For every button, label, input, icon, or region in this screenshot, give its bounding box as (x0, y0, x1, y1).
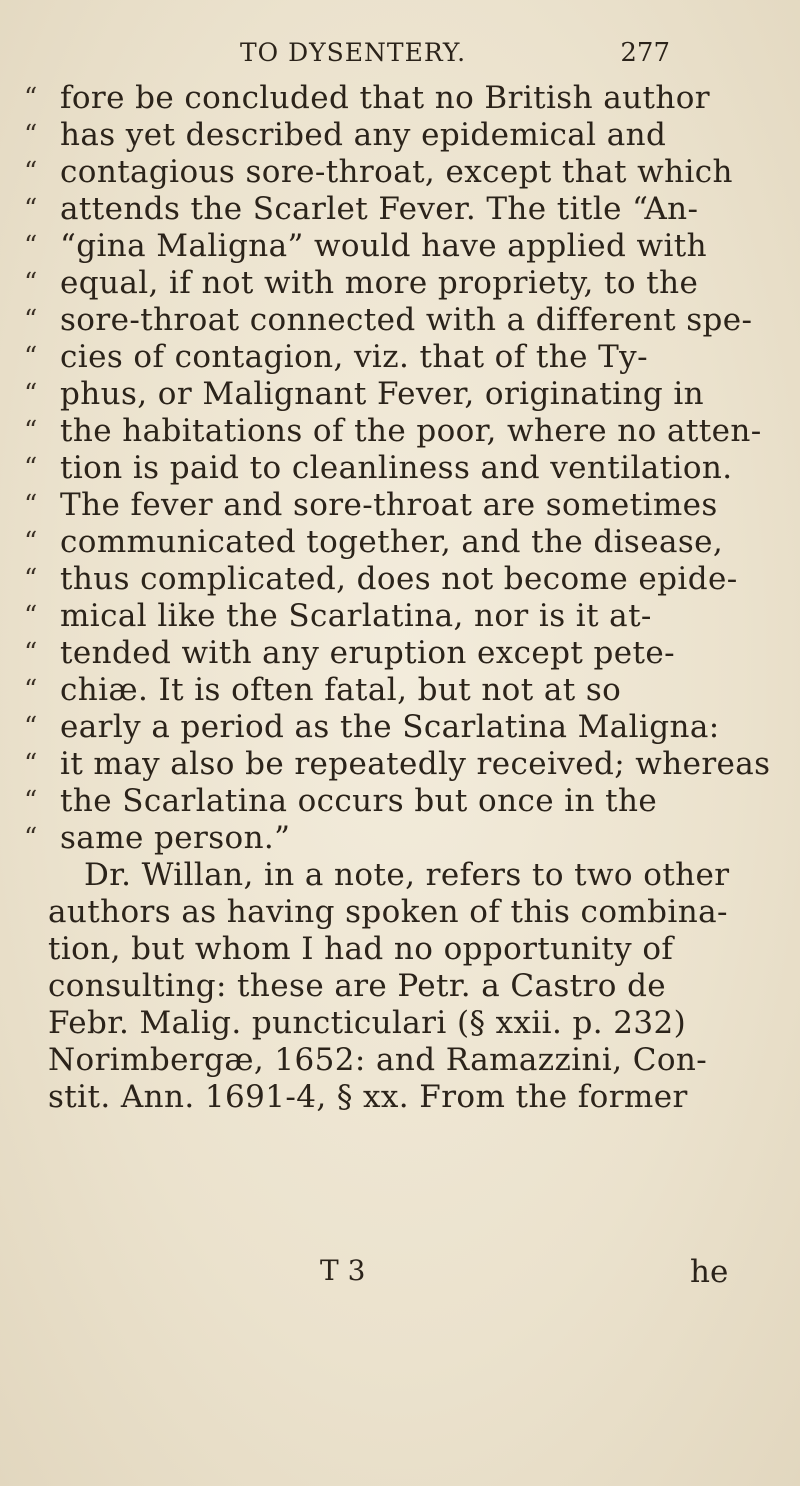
text-line (0, 80, 800, 117)
quote-mark: “ (24, 490, 38, 520)
quote-mark: “ (24, 823, 38, 853)
text-line (0, 228, 800, 265)
quote-mark: “ (24, 83, 38, 113)
line-text: consulting: these are Petr. a Castro de (48, 968, 667, 1004)
text-line (0, 820, 800, 857)
text-line (0, 561, 800, 598)
text-line (0, 524, 800, 561)
quote-mark: “ (24, 120, 38, 150)
quote-mark: “ (24, 786, 38, 816)
text-line (0, 672, 800, 709)
quote-mark: “ (24, 453, 38, 483)
line-text: the habitations of the poor, where no atten- (60, 413, 762, 449)
quote-mark: “ (24, 564, 38, 594)
text-line (0, 1005, 800, 1042)
body-text (0, 80, 800, 1116)
line-text: stit. Ann. 1691-4, § xx. From the former (48, 1079, 688, 1115)
page-number: 277 (620, 38, 670, 68)
text-line (0, 598, 800, 635)
line-text: cies of contagion, viz. that of the Ty- (60, 339, 648, 375)
quote-mark: “ (24, 638, 38, 668)
text-line (0, 339, 800, 376)
quote-mark: “ (24, 157, 38, 187)
paragraph-first-line (0, 857, 800, 894)
catchword: he (690, 1254, 729, 1290)
text-line (0, 376, 800, 413)
line-text: authors as having spoken of this combina- (48, 894, 728, 930)
line-text: phus, or Malignant Fever, originating in (60, 376, 705, 412)
line-text: the Scarlatina occurs but once in the (60, 783, 658, 819)
quote-mark: “ (24, 712, 38, 742)
line-text: chiæ. It is often fatal, but not at so (60, 672, 622, 708)
page-header (240, 38, 670, 78)
text-line (0, 894, 800, 931)
quote-mark: “ (24, 379, 38, 409)
text-line (0, 709, 800, 746)
line-text: it may also be repeatedly received; whereas (60, 746, 771, 782)
text-line (0, 1079, 800, 1116)
quote-mark: “ (24, 268, 38, 298)
text-line (0, 746, 800, 783)
text-line (0, 783, 800, 820)
line-text: Norimbergæ, 1652: and Ramazzini, Con- (48, 1042, 708, 1078)
quote-mark: “ (24, 416, 38, 446)
quote-mark: “ (24, 194, 38, 224)
text-line (0, 487, 800, 524)
text-line (0, 1042, 800, 1079)
line-text: tion, but whom I had no opportunity of (48, 931, 674, 967)
line-text: sore-throat connected with a different spe- (60, 302, 753, 338)
line-text: The fever and sore-throat are sometimes (60, 487, 718, 523)
line-text: Dr. Willan, in a note, refers to two other (84, 857, 730, 893)
quote-mark: “ (24, 231, 38, 261)
text-line (0, 265, 800, 302)
line-text: equal, if not with more propriety, to the (60, 265, 699, 301)
line-text: thus complicated, does not become epide- (60, 561, 738, 597)
text-line (0, 413, 800, 450)
line-text: fore be concluded that no British author (60, 80, 710, 116)
line-text: tended with any eruption except pete- (60, 635, 675, 671)
line-text: tion is paid to cleanliness and ventilation. (60, 450, 733, 486)
line-text: “gina Maligna” would have applied with (60, 228, 708, 264)
quote-mark: “ (24, 305, 38, 335)
quote-mark: “ (24, 601, 38, 631)
quote-mark: “ (24, 527, 38, 557)
text-line (0, 191, 800, 228)
running-title: TO DYSENTERY. (240, 38, 467, 67)
text-line (0, 968, 800, 1005)
line-text: contagious sore-throat, except that which (60, 154, 733, 190)
line-text: mical like the Scarlatina, nor is it at- (60, 598, 652, 634)
line-text: early a period as the Scarlatina Maligna: (60, 709, 720, 745)
text-line (0, 635, 800, 672)
line-text: Febr. Malig. puncticulari (§ xxii. p. 232) (48, 1005, 687, 1041)
line-text: has yet described any epidemical and (60, 117, 667, 153)
text-line (0, 154, 800, 191)
line-text: communicated together, and the disease, (60, 524, 724, 560)
line-text: attends the Scarlet Fever. The title “An- (60, 191, 699, 227)
quote-mark: “ (24, 342, 38, 372)
signature-mark: T 3 (320, 1254, 366, 1287)
text-line (0, 450, 800, 487)
page-footer (0, 1254, 800, 1294)
line-text: same person.” (60, 820, 291, 856)
text-line (0, 117, 800, 154)
quote-mark: “ (24, 749, 38, 779)
text-line (0, 302, 800, 339)
text-line (0, 931, 800, 968)
quote-mark: “ (24, 675, 38, 705)
